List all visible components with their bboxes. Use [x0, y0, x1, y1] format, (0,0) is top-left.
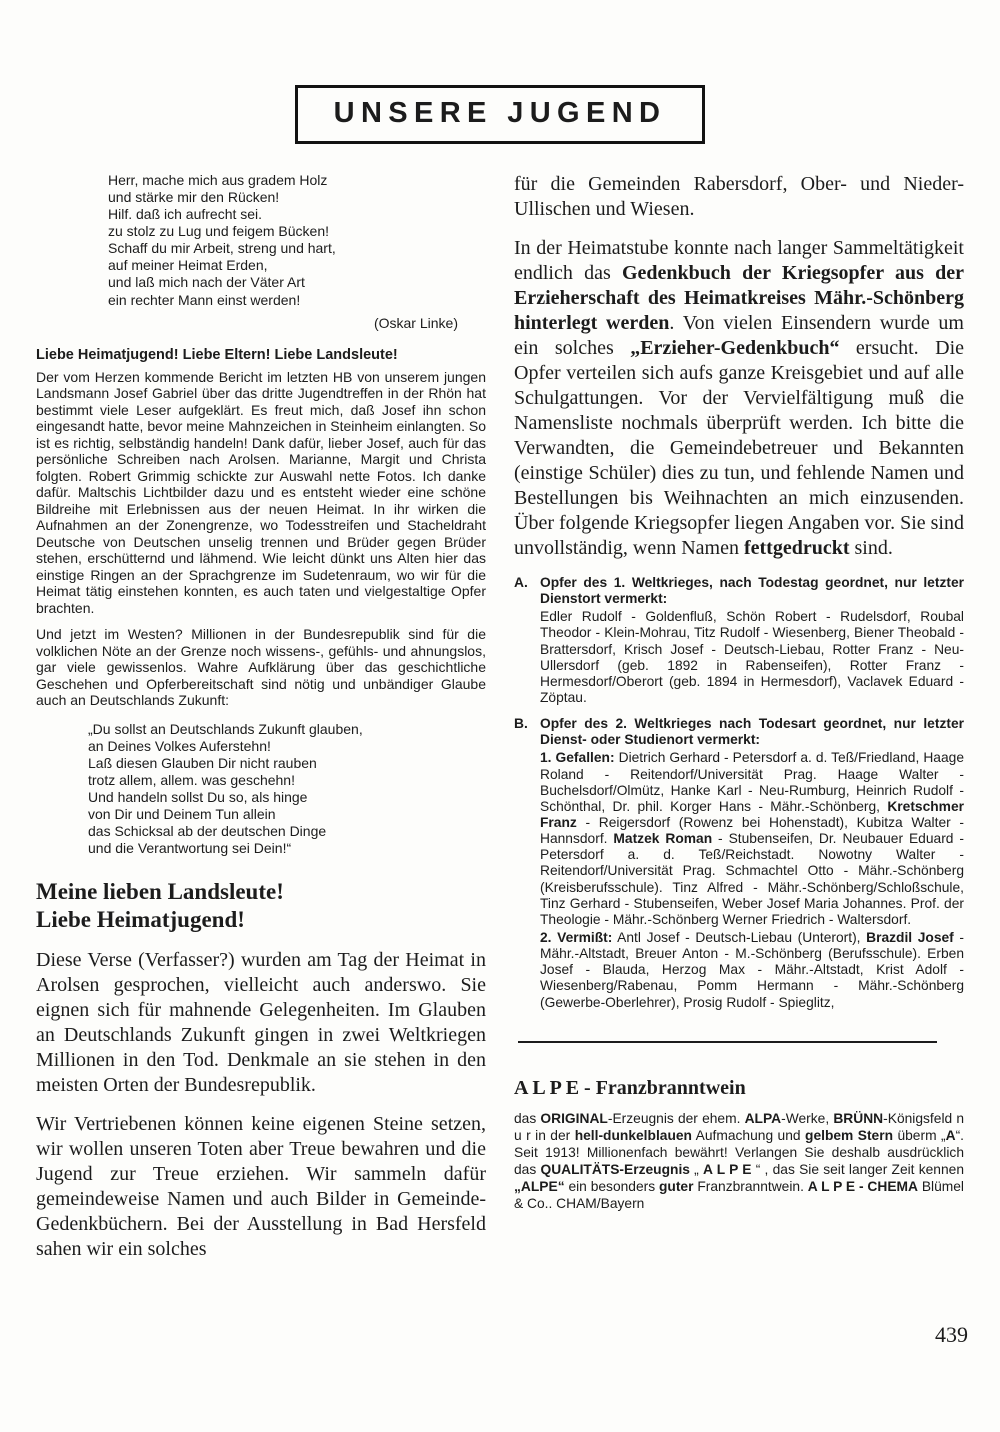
- zukunft-verse-quote: „Du sollst an Deutschlands Zukunft glauben, an Deines Volkes Auferstehn! Laß diesen Glauben Dir nicht rauben trotz allem, allem. was geschehn! Und handeln sollst Du so, als hinge von Dir und Deinem Tun allein das Schicksal ab der deutschen Dinge und die Verantwortung sei Dein!“: [88, 720, 363, 857]
- heading-meine-lieben-landsleute: Meine lieben Landsleute! Liebe Heimatjugend!: [36, 878, 284, 932]
- page-title: UNSERE JUGEND: [333, 97, 667, 129]
- ad-body: das ORIGINAL-Erzeugnis der ehem. ALPA-Werke, BRÜNN-Königsfeld n u r in der hell-dunkelblauen Aufmachung und gelbem Stern überm „A“. Seit 1913! Millionenfach bewährt! Verlangen Sie deshalb ausdrücklich das QUALITÄTS-Erzeugnis „ A L P E “ , das Sie seit langer Zeit kennen „ALPE“ ein besonders guter Franzbranntwein. A L P E - CHEMA Blümel & Co.. CHAM/Bayern: [514, 1110, 965, 1212]
- section-divider: [518, 1041, 937, 1043]
- poem-text: Herr, mache mich aus gradem Holz und stärke mir den Rücken! Hilf. daß ich aufrecht sei. zu stolz zu Lug und feigem Bücken! Schaff du mir Arbeit, streng und hart, auf meiner Heimat Erden, und laß mich nach der Väter Art ein rechter Mann einst werden!: [108, 172, 336, 308]
- paragraph-und-jetzt-im-westen: Und jetzt im Westen? Millionen in der Bundesrepublik sind für die volklichen Nöte an der Grenze noch wissens-, gefühls- und ahnungslos, gar viele gewissenlos. Wahre Aufklärung über das geschichtliche Geschehen und Opferbereitschaft sind nötig und unbändiger Glaube auch an Deutschlands Zukunft:: [36, 626, 486, 709]
- two-column-layout: [0, 172, 1000, 1276]
- ad-title: A L P E - Franzbranntwein: [514, 1076, 746, 1099]
- list-b-gefallen: 1. Gefallen: Dietrich Gerhard - Petersdorf a. d. Teß/Friedland, Haage Roland - Reitendorf/Universität Prag. Haage Walter - Buchelsdorf/Olmütz, Hanke Karl - Neu-Rumburg, Heinrich Rudolf - Schönthal, Dr. phil. Korger Hans - Mähr.-Schönberg, Kretschmer Franz - Reigersdorf (Rowenz bei Hohenstadt), Kubitza Walter - Hannsdorf. Matzek Roman - Stubenseifen, Dr. Neubauer Eduard - Petersdorf a. d. Teß/Reichstadt. Nowotny Walter - Reitendorf/Universität Prag. Schmachtel Otto - Mähr.-Schönberg (Kreisberufsschule). Tinz Alfred - Mähr.-Schönberg/Schloßschule, Tinz Gerhard - Stubenseifen, Weber Josef Maria Johannes. Prof. der Theologie - Mähr.-Schönberg Werner Friedrich - Waltersdorf.: [540, 750, 964, 927]
- list-opfer-2-weltkrieg: [514, 716, 964, 1011]
- paragraph-diese-verse: Diese Verse (Verfasser?) wurden am Tag der Heimat in Arolsen gesprochen, vielleicht auch anderswo. Sie eignen sich für mahnende Gelegenheiten. Im Glauben an Deutschlands Zukunft gingen in zwei Weltkriegen Millionen in den Tod. Denkmale an sie stehen in den meisten Orten der Bundesrepublik.: [36, 948, 486, 1096]
- list-b-vermisst: 2. Vermißt: Antl Josef - Deutsch-Liebau (Unterort), Brazdil Josef - Mähr.-Altstadt, Breuer Anton - M.-Schönberg (Berufsschule). Erben Josef - Blauda, Herzog Max - Mähr.-Altstadt, Krist Adolf - Wiesenberg/Rabenau, Pomm Hermann - Mähr.-Schönberg (Gewerbe-Oberlehrer), Prosig Rudolf - Spieglitz,: [540, 929, 964, 1010]
- left-column: [36, 172, 486, 1276]
- paragraph-gemeinden: für die Gemeinden Rabersdorf, Ober- und Nieder-Ullischen und Wiesen.: [514, 173, 964, 220]
- list-marker-b: B.: [514, 716, 528, 732]
- paragraph-wir-vertriebenen: Wir Vertriebenen können keine eigenen Steine setzen, wir wollen unseren Toten aber Treue bewahren und die Jugend zur Treue erziehen. Wir sammeln dafür gemeindeweise Namen und auch Bilder in Gemeinde-Gedenkbüchern. Bei der Ausstellung in Bad Hersfeld sahen wir ein solches: [36, 1112, 486, 1260]
- list-b-heading: Opfer des 2. Weltkrieges nach Todesart geordnet, nur letzter Dienst- oder Studienort vermerkt:: [540, 716, 964, 748]
- page-header-box: [295, 85, 706, 144]
- list-b-content: [540, 716, 964, 1011]
- list-a-content: [540, 575, 964, 706]
- opening-poem: [36, 172, 486, 331]
- poem-attribution: (Oskar Linke): [373, 314, 458, 331]
- list-a-heading: Opfer des 1. Weltkrieges, nach Todestag geordnet, nur letzter Dienstort vermerkt:: [540, 575, 964, 607]
- paragraph-jugendtreffen-bericht: Der vom Herzen kommende Bericht im letzten HB von unserem jungen Landsmann Josef Gabriel über das dritte Jugendtreffen in der Rhön hat bestimmt viele Leser aufgeklärt. Es freut mich, daß Josef ihn schon eingesandt hatte, bevor meine Mahnzeichen in Steinheim einlangten. So ist es richtig, selbständig handeln! Dank dafür, lieber Josef, auch für das persönliche Schreiben nach Arolsen. Marianne, Margit und Christa folgten. Robert Grimmig schickte zur Auswahl nette Fotos. Ich danke dafür. Maltschis Lichtbilder dazu und es entsteht wieder eine schöne Bildreihe mit Erlebnissen aus der neuen Heimat. In ihr wirken die Aufnahmen an der Zonengrenze, wo Todesstreifen und Stacheldraht Deutsche von Deutschen unselig trennen und Brüder gegen Brüder stehen, erschütternd und lähmend. Wie leicht dünkt uns Alten hier das einstige Ringen an der Sprachgrenze im Sudetenraum, wo wir für die Heimat tätig einstehen konnten, es auch taten und vielgestaltige Opfer brachten.: [36, 368, 486, 616]
- list-marker-a: A.: [514, 575, 528, 590]
- alpe-advertisement: [514, 1077, 964, 1213]
- heading-liebe-heimatjugend: Liebe Heimatjugend! Liebe Eltern! Liebe Landsleute!: [36, 346, 398, 363]
- page-number: 439: [935, 1322, 968, 1347]
- list-opfer-1-weltkrieg: [514, 575, 964, 706]
- list-a-names: Edler Rudolf - Goldenfluß, Schön Robert - Rudelsdorf, Roubal Theodor - Klein-Mohrau, Titz Rudolf - Wiesenberg, Biener Theobald - Brattersdorf, Krisch Josef - Deutsch-Liebau, Rotter Franz - Neu-Ullersdorf (geb. 1892 in Rabenseifen), Rotter Franz - Hermesdorf/Oberort (geb. 1894 in Hermesdorf), Vaclavek Eduard - Zöptau.: [540, 609, 964, 705]
- paragraph-heimatstube-gedenkbuch: In der Heimatstube konnte nach langer Sammeltätigkeit endlich das Gedenkbuch der Kriegsopfer aus der Erzieherschaft des Heimatkreises Mähr.-Schönberg hinterlegt werden. Von vielen Einsendern wurde um ein solches „Erzieher-Gedenkbuch“ ersucht. Die Opfer verteilen sich aufs ganze Kreisgebiet und auf alle Schulgattungen. Vor der Vervielfältigung muß die Namensliste nochmals überprüft werden. Ich bitte die Verwandten, die Gemeindebetreuer und Bekannten (einstige Schüler) dies zu tun, und fehlende Namen und Bestellungen bis Weihnachten an mich einzusenden. Über folgende Kriegsopfer liegen Angaben vor. Sie sind unvollständig, wenn Namen fettgedruckt sind.: [514, 237, 964, 559]
- right-column: [514, 172, 964, 1212]
